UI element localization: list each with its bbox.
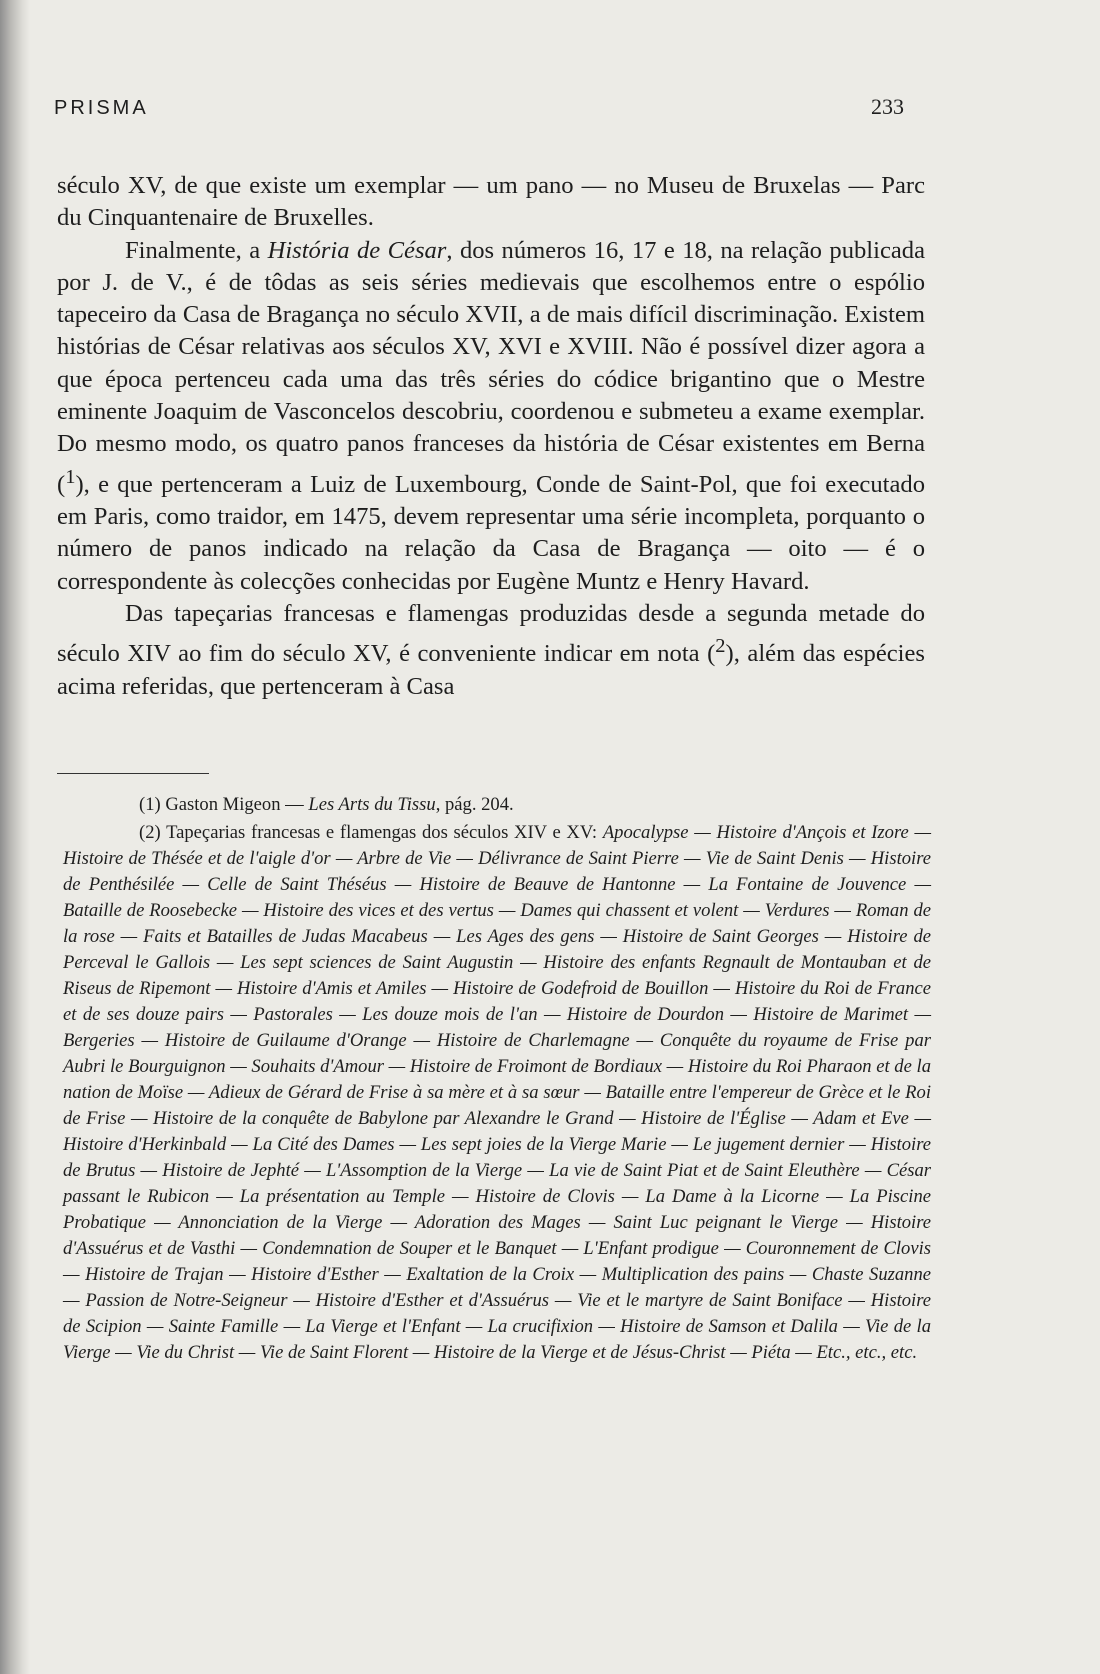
footnote-ref-2: 2 (715, 635, 726, 658)
footnote-2 (63, 820, 931, 1366)
paragraph-3-text-a: Das tapeçarias francesas e flamengas produzidas desde a segunda metade do século XIV ao fim do século XV, é conveniente indicar em nota ( (57, 600, 925, 668)
footnote-ref-1: 1 (65, 465, 76, 488)
footnote-1-author: Gaston Migeon — (160, 794, 309, 815)
footnote-2-marker: (2) (139, 822, 161, 843)
paragraph-2-text-b: , dos números 16, 17 e 18, na relação publicada por J. de V., é de tôdas as seis séries medievais que escolhemos entre o espólio tapeceiro da Casa de Bragança no século XVII, a de mais difícil discriminação. Existem histórias de César relativas aos séculos XV, XVI e XVIII. Não é possível dizer agora a que época pertenceu cada uma das três séries do códice brigantino que o Mestre eminente Joaquim de Vasconcelos descobriu, coordenou e submeteu a exame exemplar. Do mesmo modo, os quatro panos franceses da história de César existentes em Berna ( (57, 236, 926, 498)
page-number: 233 (871, 94, 904, 119)
page-header (54, 80, 904, 120)
page-gutter-shadow (0, 0, 30, 1674)
footnote-separator (57, 773, 209, 774)
paragraph-3-text-b: ), além das espécies acima referidas, que pertenceram à Casa (57, 640, 925, 700)
footnote-1-title: Les Arts du Tissu (308, 794, 436, 815)
footnote-2-intro: Tapeçarias francesas e flamengas dos séculos XIV e XV: (160, 822, 603, 843)
paragraph-1: século XV, de que existe um exemplar — um pano — no Museu de Bruxelas — Parc du Cinquantenaire de Bruxelles. (57, 172, 925, 232)
footnote-1 (63, 792, 931, 818)
main-text (57, 170, 925, 703)
running-head: PRISMA (54, 97, 149, 119)
footnotes (63, 792, 931, 1366)
footnote-1-marker: (1) (139, 794, 161, 815)
paragraph-2-text-c: ), e que pertenceram a Luiz de Luxembourg, Conde de Saint-Pol, que foi executado em Paris, como traidor, em 1475, devem representar uma série incompleta, porquanto o número de panos indicado na relação da Casa de Bragança — oito — é o correspondente às colecções conhecidas por Eugène Muntz e Henry Havard. (57, 470, 925, 595)
paragraph-2-text-a: Finalmente, a (125, 236, 268, 264)
paragraph-2 (57, 235, 925, 598)
work-title: História de César (267, 236, 447, 264)
paragraph-3 (57, 598, 925, 703)
footnote-2-tapestry-list: Apocalypse — Histoire d'Ançois et Izore — Histoire de Thésée et de l'aigle d'or — Arbre de Vie — Délivrance de Saint Pierre — Vie de Saint Denis — Histoire de Penthésilée — Celle de Saint Théséus — Histoire de Beauve de Hantonne — La Fontaine de Jouvence — Bataille de Roosebecke — Histoire des vices et des vertus — Dames qui chassent et volent — Verdures — Roman de la rose — Faits et Batailles de Judas Macabeus — Les Ages des gens — Histoire de Saint Georges — Histoire de Perceval le Gallois — Les sept sciences de Saint Augustin — Histoire des enfants Regnault de Montauban et de Riseus de Ripemont — Histoire d'Amis et Amiles — Histoire de Godefroid de Bouillon — Histoire du Roi de France et de ses douze pairs — Pastorales — Les douze mois de l'an — Histoire de Dourdon — Histoire de Marimet — Bergeries — Histoire de Guilaume d'Orange — Histoire de Charlemagne — Conquête du royaume de Frise par Aubri le Bourguignon — Souhaits d'Amour — Histoire de Froimont de Bordiaux — Histoire du Roi Pharaon et de la nation de Moïse — Adieux de Gérard de Frise à sa mère et à sa sœur — Bataille entre l'empereur de Grèce et le Roi de Frise — Histoire de la conquête de Babylone par Alexandre le Grand — Histoire de l'Église — Adam et Eve — Histoire d'Herkinbald — La Cité des Dames — Les sept joies de la Vierge Marie — Le jugement dernier — Histoire de Brutus — Histoire de Jephté — L'Assomption de la Vierge — La vie de Saint Piat et de Saint Eleuthère — César passant le Rubicon — La présentation au Temple — Histoire de Clovis — La Dame à la Licorne — La Piscine Probatique — Annonciation de la Vierge — Adoration des Mages — Saint Luc peignant le Vierge — Histoire d'Assuérus et de Vasthi — Condemnation de Souper et le Banquet — L'Enfant prodigue — Couronnement de Clovis — Histoire de Trajan — Histoire d'Esther — Exaltation de la Croix — Multiplication des pains — Chaste Suzanne — Passion de Notre-Seigneur — Histoire d'Esther et d'Assuérus — Vie et le martyre de Saint Boniface — Histoire de Scipion — Sainte Famille — La Vierge et l'Enfant — La crucifixion — Histoire de Samson et Dalila — Vie de la Vierge — Vie du Christ — Vie de Saint Florent — Histoire de la Vierge et de Jésus-Christ — Piéta — Etc., etc., etc. (63, 822, 932, 1363)
footnote-1-page: , pág. 204. (435, 794, 514, 815)
